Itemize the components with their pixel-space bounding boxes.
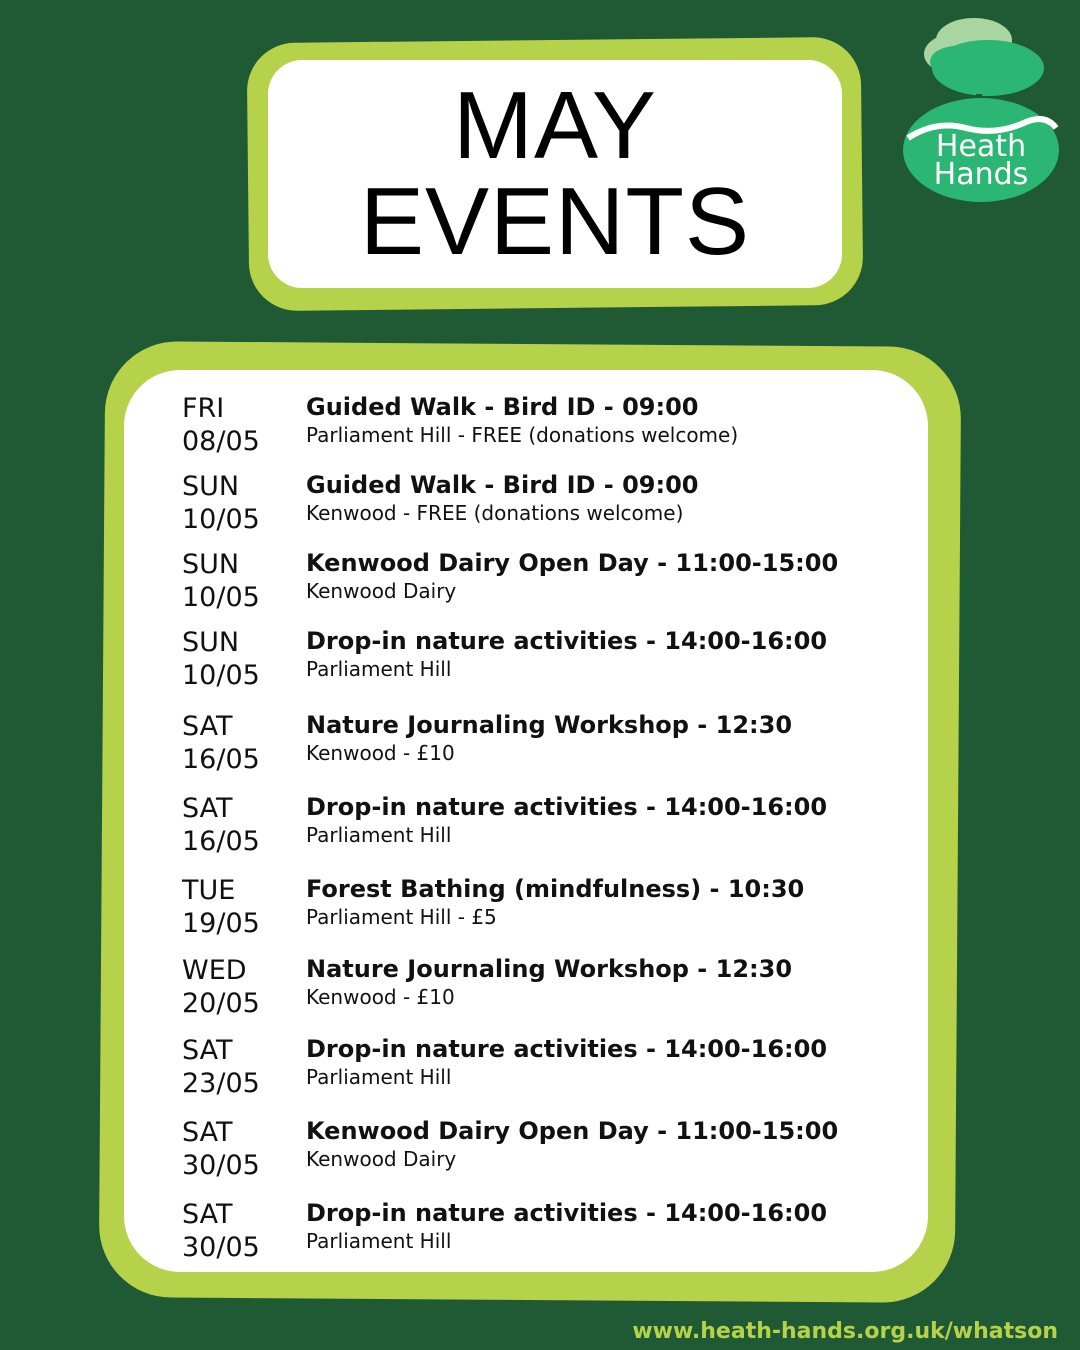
event-info [306,710,906,766]
event-title: Guided Walk - Bird ID - 09:00 [306,471,699,499]
event-day: SUN [182,549,240,580]
title-card [268,60,842,288]
heath-hands-logo [896,10,1066,210]
event-date [182,792,292,858]
title-month: MAY [453,72,657,179]
event-date [182,626,292,692]
event-day: SAT [182,711,233,742]
event-date-value: 30/05 [182,1232,260,1263]
event-item [182,1034,882,1104]
event-info [306,792,906,848]
event-item [182,1198,882,1268]
event-date-value: 23/05 [182,1068,260,1099]
event-date [182,954,292,1020]
event-day: SAT [182,1035,233,1066]
event-date [182,874,292,940]
event-date [182,470,292,536]
event-info [306,626,906,682]
event-title: Kenwood Dairy Open Day - 11:00-15:00 [306,1117,839,1145]
event-details: Parliament Hill [306,823,452,847]
event-date [182,1198,292,1264]
event-details: Parliament Hill - £5 [306,905,497,929]
event-title: Nature Journaling Workshop - 12:30 [306,955,793,983]
event-info [306,470,906,526]
event-title: Nature Journaling Workshop - 12:30 [306,711,793,739]
event-date-value: 10/05 [182,582,260,613]
event-date [182,392,292,458]
event-info [306,1198,906,1254]
event-date-value: 16/05 [182,826,260,857]
event-date-value: 20/05 [182,988,260,1019]
event-info [306,874,906,930]
event-item [182,392,882,462]
event-title: Guided Walk - Bird ID - 09:00 [306,393,699,421]
event-day: SUN [182,627,240,658]
event-details: Parliament Hill [306,1229,452,1253]
event-item [182,626,882,696]
event-day: FRI [182,393,225,424]
event-details: Kenwood - £10 [306,741,455,765]
event-title: Drop-in nature activities - 14:00-16:00 [306,793,828,821]
event-details: Kenwood Dairy [306,579,457,603]
event-item [182,954,882,1024]
event-item [182,710,882,780]
event-item [182,874,882,944]
event-date [182,1034,292,1100]
event-item [182,548,882,618]
event-item [182,792,882,862]
event-date-value: 30/05 [182,1150,260,1181]
event-day: TUE [182,875,236,906]
event-info [306,548,906,604]
event-info [306,954,906,1010]
event-day: SAT [182,1199,233,1230]
event-details: Parliament Hill [306,1065,452,1089]
event-day: SUN [182,471,240,502]
event-info [306,1116,906,1172]
event-item [182,470,882,540]
event-title: Drop-in nature activities - 14:00-16:00 [306,1199,828,1227]
event-details: Kenwood Dairy [306,1147,457,1171]
event-info [306,392,906,448]
event-day: SAT [182,1117,233,1148]
event-title: Kenwood Dairy Open Day - 11:00-15:00 [306,549,839,577]
title-events: EVENTS [359,168,751,275]
event-title: Drop-in nature activities - 14:00-16:00 [306,627,828,655]
event-date [182,548,292,614]
event-date-value: 10/05 [182,660,260,691]
event-item [182,1116,882,1186]
event-date-value: 10/05 [182,504,260,535]
event-date-value: 19/05 [182,908,260,939]
logo-text-heath: Heath [935,129,1027,164]
website-link[interactable]: www.heath-hands.org.uk/whatson [632,1319,1058,1344]
event-details: Parliament Hill [306,657,452,681]
event-info [306,1034,906,1090]
event-day: SAT [182,793,233,824]
event-details: Kenwood - FREE (donations welcome) [306,501,684,525]
event-details: Parliament Hill - FREE (donations welcome) [306,423,739,447]
event-date [182,710,292,776]
logo-text-hands: Hands [933,157,1029,192]
event-date [182,1116,292,1182]
event-title: Forest Bathing (mindfulness) - 10:30 [306,875,805,903]
event-title: Drop-in nature activities - 14:00-16:00 [306,1035,828,1063]
event-day: WED [182,955,247,986]
event-date-value: 16/05 [182,744,260,775]
event-date-value: 08/05 [182,426,260,457]
event-details: Kenwood - £10 [306,985,455,1009]
